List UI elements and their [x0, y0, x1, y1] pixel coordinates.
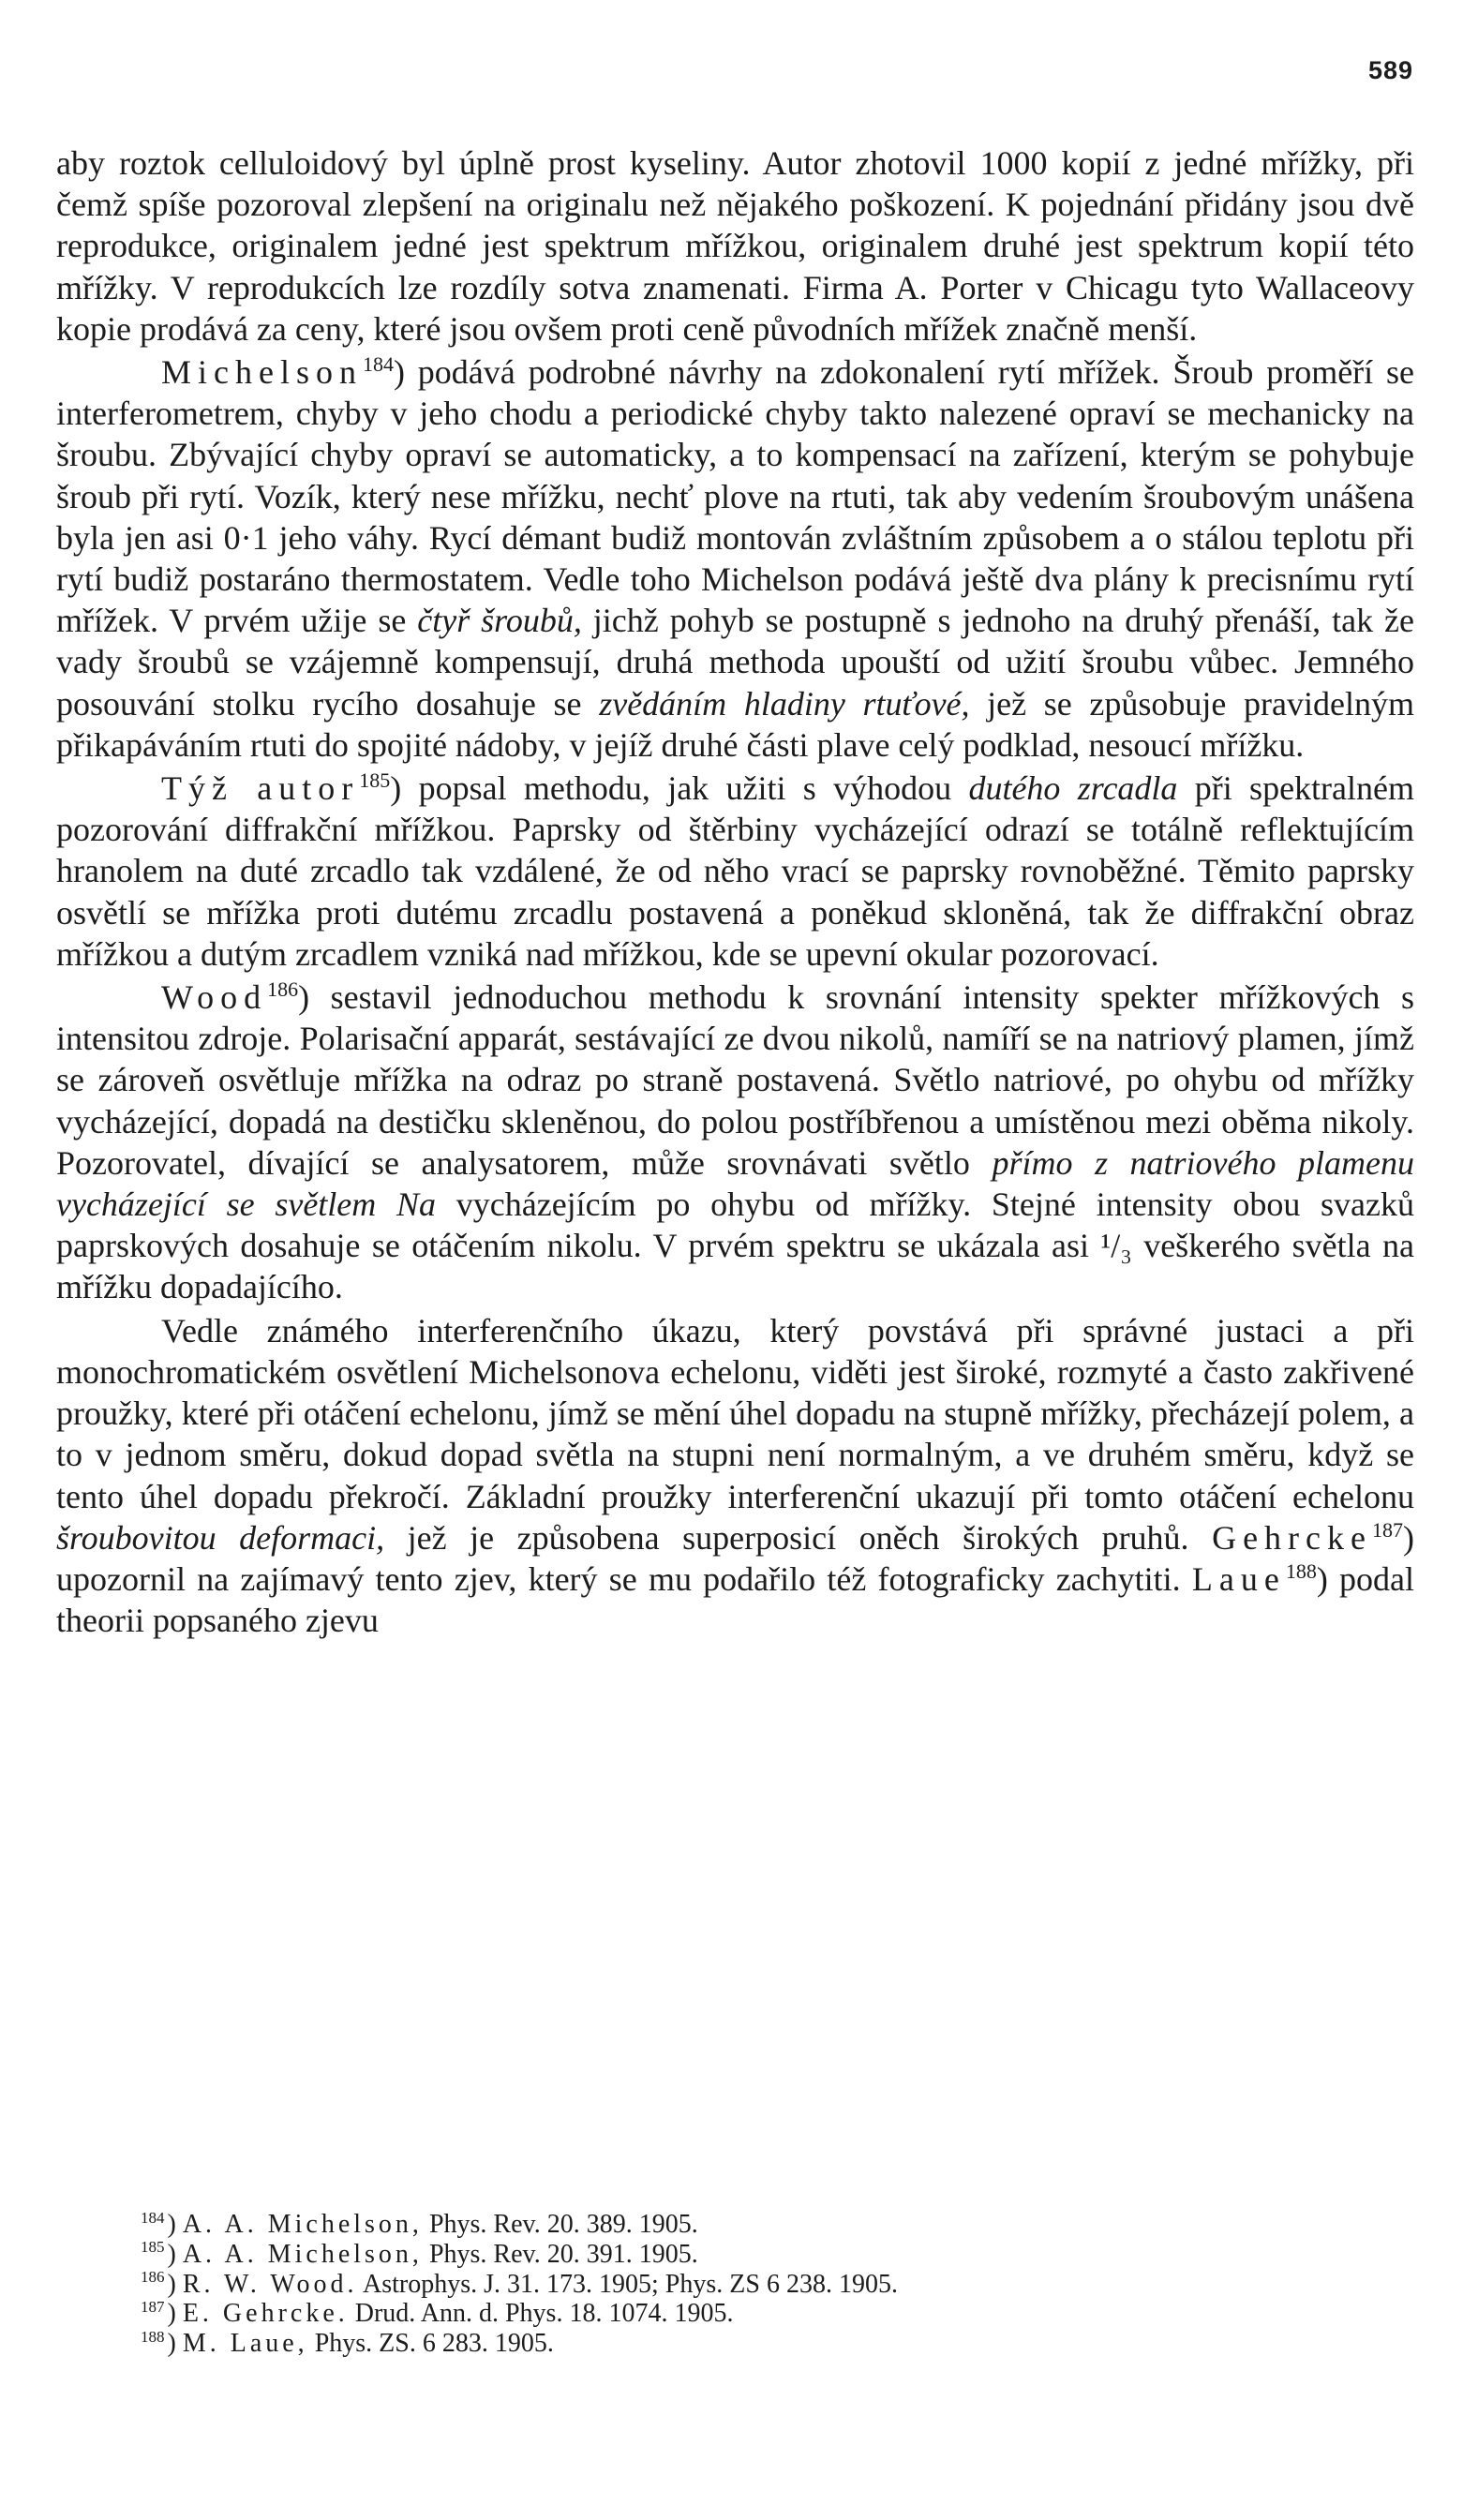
author-name: Laue	[1191, 1559, 1286, 1598]
footnote-number: 185	[141, 2238, 165, 2257]
paragraph-text: ) popsal methodu, jak užiti s výhodou	[390, 769, 969, 808]
footnote: $^{187}$ ) E. Gehrcke. Drud. Ann. d. Phys. 18. 1074. 1905.	[141, 2298, 734, 2329]
paragraph-text: ) podává podrobné návrhy na zdokonalení rytí mřížek. Šroub proměří se interferometrem, chyby v jeho chodu a periodické chyby takto nalezené opraví se mechanicky na šroubu. Zbývající chyby opraví se automaticky, a to kompensací na zařízení, kterým se pohybuje šroub při rytí. Vozík, který nese mřížku, nechť plove na rtuti, tak aby vedením šroubovým unášena byla jen asi 0·1 jeho váhy. Rycí démant budiž montován zvláštním způsobem a o stálou teplotu při rytí budiž postaráno thermostatem. Vedle toho Michelson podává ještě dva plány k precisnímu rytí mřížek. V prvém užije se	[56, 353, 1414, 640]
page-number: 589	[1367, 56, 1413, 84]
paragraph-2	[56, 351, 1414, 766]
footnote-ref: 185	[359, 768, 391, 793]
footnote-author: E. Gehrcke.	[182, 2299, 349, 2329]
footnote-ref: 188	[1285, 1558, 1317, 1583]
footnote-author: M. Laue,	[182, 2329, 308, 2359]
footnote-ref: 187	[1372, 1517, 1403, 1542]
footnotes	[141, 2210, 1265, 2359]
footnote-number: 188	[141, 2327, 165, 2346]
footnote-citation: Phys. Rev. 20. 391. 1905.	[428, 2239, 698, 2269]
footnote-number: 187	[141, 2298, 165, 2317]
footnote: $^{184}$ ) A. A. Michelson, Phys. Rev. 20. 389. 1905.	[141, 2208, 698, 2239]
footnote-citation: Drud. Ann. d. Phys. 18. 1074. 1905.	[354, 2299, 734, 2329]
footnote-citation: Astrophys. J. 31. 173. 1905; Phys. ZS 6 238. 1905.	[363, 2269, 898, 2299]
footnote: $^{186}$ ) R. W. Wood. Astrophys. J. 31. 173. 1905; Phys. ZS 6 238. 1905.	[141, 2268, 898, 2299]
paragraph-text: jež se způsobuje pravidelným přikapáváním rtuti do spojité nádoby, v jejíž druhé části plave celý podklad, nesoucí mřížku.	[56, 684, 1415, 764]
footnote: $^{185}$ ) A. A. Michelson, Phys. Rev. 20. 391. 1905.	[141, 2238, 698, 2269]
paragraph-text: jež je způsobena superposicí oněch širokých pruhů.	[384, 1518, 1213, 1557]
emphasis-text: dutého zrcadla	[968, 769, 1178, 808]
emphasis-text: přímo z natriového plamenu vycházející se světlem Na	[56, 1143, 1415, 1224]
paragraph-text: ) upozornil na zajímavý tento zjev, který se mu podařilo též fotograficky zachytiti.	[56, 1518, 1414, 1598]
emphasis-text: šroubovitou deformaci,	[56, 1518, 385, 1557]
paragraph-5	[56, 1310, 1414, 1642]
body-text	[56, 142, 1414, 1641]
author-name: Týž autor	[161, 769, 360, 808]
author-name: Wood	[161, 978, 268, 1017]
footnote-number: 184	[141, 2208, 165, 2227]
footnote: $^{188}$ ) M. Laue, Phys. ZS. 6 283. 1905.	[141, 2327, 554, 2359]
paragraph-3	[56, 768, 1414, 975]
paragraph-text: při spektralném pozorování diffrakční mřížkou. Paprsky od štěrbiny vycházející odrazí se totálně reflektujícím hranolem na duté zrcadlo tak vzdálené, že od něho vrací se paprsky rovnoběžné. Těmito paprsky osvětlí se mřížka proti dutému zrcadlu postavená a poněkud skloněná, tak že diffrakční obraz mřížkou a dutým zrcadlem vzniká nad mřížkou, kde se upevní okular pozorovací.	[56, 769, 1414, 973]
footnote-author: A. A. Michelson,	[182, 2239, 423, 2269]
paragraph-text: vycházejícím po ohybu od mřížky. Stejné intensity obou svazků paprskových dosahuje se otáčením nikolu. V prvém spektru se ukázala asi ¹/₃ veškerého světla na mřížku dopadajícího.	[56, 1185, 1415, 1306]
paragraph-text: aby roztok celluloidový byl úplně prost kyseliny. Autor zhotovil 1000 kopií z jedné mřížky, při čemž spíše pozoroval zlepšení na originalu než nějakého poškození. K pojednání přidány jsou dvě reprodukce, originalem jedné jest spektrum mřížkou, originalem druhé jest spektrum kopií této mřížky. V reprodukcích lze rozdíly sotva znamenati. Firma A. Porter v Chicagu tyto Wallaceovy kopie prodává za ceny, které jsou ovšem proti ceně původních mřížek značně menší.	[56, 144, 1414, 348]
footnote-author: A. A. Michelson,	[182, 2210, 423, 2239]
footnote-ref: 184	[362, 352, 394, 377]
footnote-number: 186	[141, 2268, 165, 2287]
author-name: Michelson	[161, 353, 363, 392]
footnote-citation: Phys. ZS. 6 283. 1905.	[314, 2329, 554, 2359]
footnote-citation: Phys. Rev. 20. 389. 1905.	[428, 2210, 698, 2239]
paragraph-4	[56, 977, 1414, 1308]
footnote-author: R. W. Wood.	[182, 2269, 358, 2299]
emphasis-text: čtyř šroubů,	[417, 602, 582, 640]
footnote-ref: 186	[267, 977, 299, 1002]
paragraph-text: ) sestavil jednoduchou methodu k srovnání intensity spekter mřížkových s intensitou zdroje. Polarisační apparát, sestávající ze dvou nikolů, namíří se na natriový plamen, jímž se zároveň osvětluje mřížka na odraz po straně postavená. Světlo natriové, po ohybu od mřížky vycházející, dopadá na destičku skleněnou, do polou postříbřenou a umístěnou mezi oběma nikoly. Pozorovatel, dívající se analysatorem, může srovnávati světlo	[56, 978, 1414, 1182]
author-name: Gehrcke	[1212, 1518, 1372, 1557]
emphasis-text: zvědáním hladiny rtuťové,	[599, 684, 970, 723]
paragraph-text: ) podal theorii popsaného zjevu	[56, 1559, 1414, 1640]
paragraph-text: Vedle známého interferenčního úkazu, který povstává při správné justaci a při monochromatickém osvětlení Michelsonova echelonu, viděti jest široké, rozmyté a často zakřivené proužky, které při otáčení echelonu, jímž se mění úhel dopadu na stupně mřížky, přecházejí polem, a to v jednom směru, dokud dopad světla na stupni není normalným, a ve druhém směru, když se tento úhel dopadu překročí. Základní proužky interferenční ukazují při tomto otáčení echelonu	[56, 1311, 1414, 1515]
paragraph-1	[56, 142, 1414, 350]
paragraph-text: jichž pohyb se postupně s jednoho na druhý přenáší, tak že vady šroubů se vzájemně kompensují, druhá methoda upouští od užití šroubu vůbec. Jemného posouvání stolku rycího dosahuje se	[56, 602, 1414, 723]
